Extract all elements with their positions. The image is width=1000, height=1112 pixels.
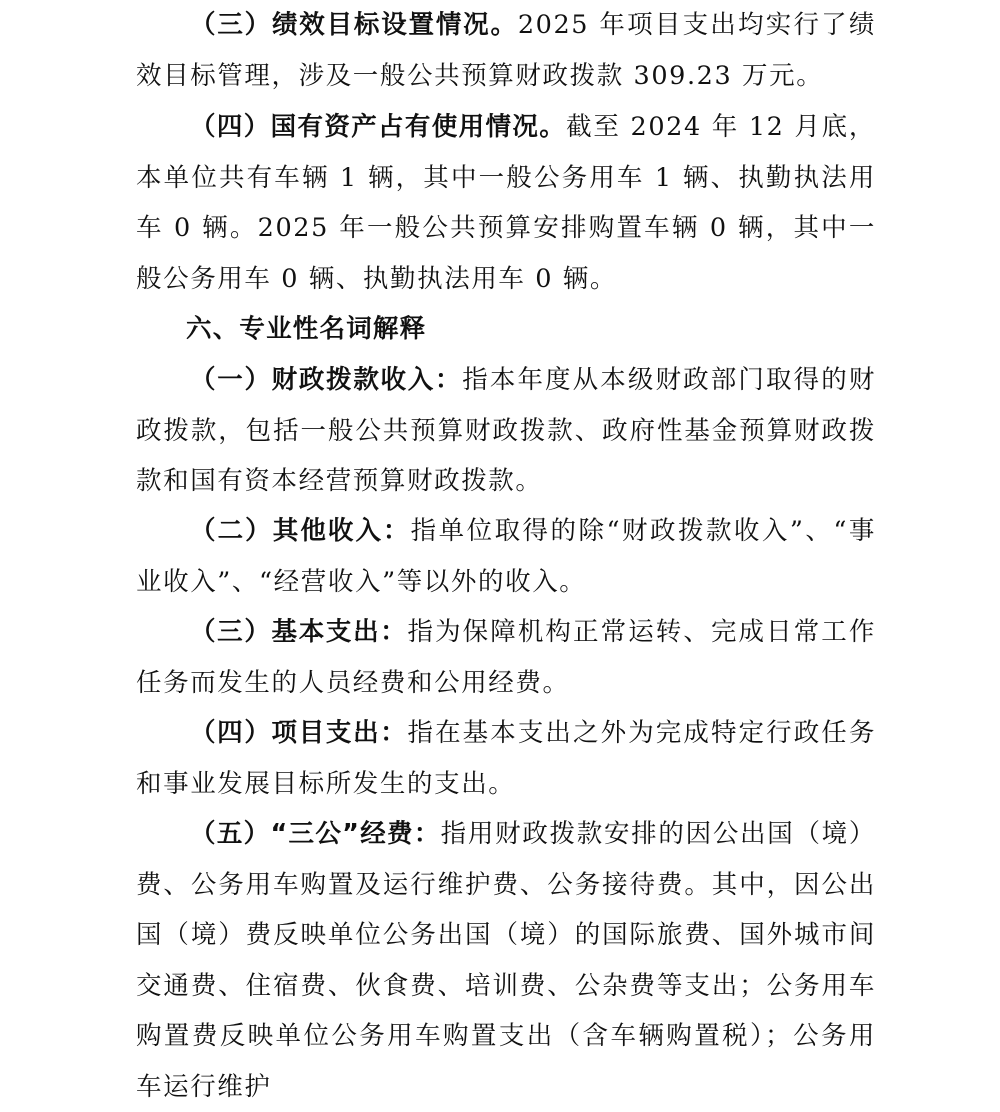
definition-body: 指本年度从本级财政部门取得的财政拨款，包括一般公共预算财政拨款、政府性基金预算财政拨款和国有资本经营预算财政拨款。 <box>136 365 876 496</box>
paragraph-body: 截至 2024 年 12 月底，本单位共有车辆 1 辆，其中一般公务用车 1 辆、执勤执法用车 0 辆。2025 年一般公共预算安排购置车辆 0 辆，其中一般公务用车 0 辆、执勤执法用车 0 辆。 <box>136 112 876 294</box>
definition-term: （三）基本支出： <box>190 617 408 647</box>
definition-other-income <box>136 506 876 607</box>
definition-term: （一）财政拨款收入： <box>190 365 463 395</box>
definition-term: （二）其他收入： <box>190 516 411 546</box>
paragraph-performance-targets <box>136 0 876 101</box>
paragraph-body: 2025 年项目支出均实行了绩效目标管理，涉及一般公共预算财政拨款 309.23 万元。 <box>136 10 876 91</box>
paragraph-lead: （三）绩效目标设置情况。 <box>190 10 518 40</box>
definition-body: 指单位取得的除“财政拨款收入”、“事业收入”、“经营收入”等以外的收入。 <box>136 516 876 597</box>
paragraph-state-assets <box>136 102 876 304</box>
definition-project-expenditure <box>136 708 876 809</box>
definition-term: （五）“三公”经费： <box>190 819 441 849</box>
definition-body: 指在基本支出之外为完成特定行政任务和事业发展目标所发生的支出。 <box>136 718 876 799</box>
definition-body: 指用财政拨款安排的因公出国（境）费、公务用车购置及运行维护费、公务接待费。其中，因公出国（境）费反映单位公务出国（境）的国际旅费、国外城市间交通费、住宿费、伙食费、培训费、公杂费等支出；公务用车购置费反映单位公务用车购置支出（含车辆购置税）；公务用车运行维护 <box>136 819 876 1102</box>
definition-basic-expenditure <box>136 607 876 708</box>
paragraph-lead: （四）国有资产占有使用情况。 <box>190 112 567 142</box>
section-heading: 六、专业性名词解释 <box>186 314 427 344</box>
definition-body: 指为保障机构正常运转、完成日常工作任务而发生的人员经费和公用经费。 <box>136 617 876 698</box>
definition-three-public-expenses <box>136 809 876 1112</box>
definition-term: （四）项目支出： <box>190 718 408 748</box>
definition-fiscal-allocation-income <box>136 355 876 507</box>
